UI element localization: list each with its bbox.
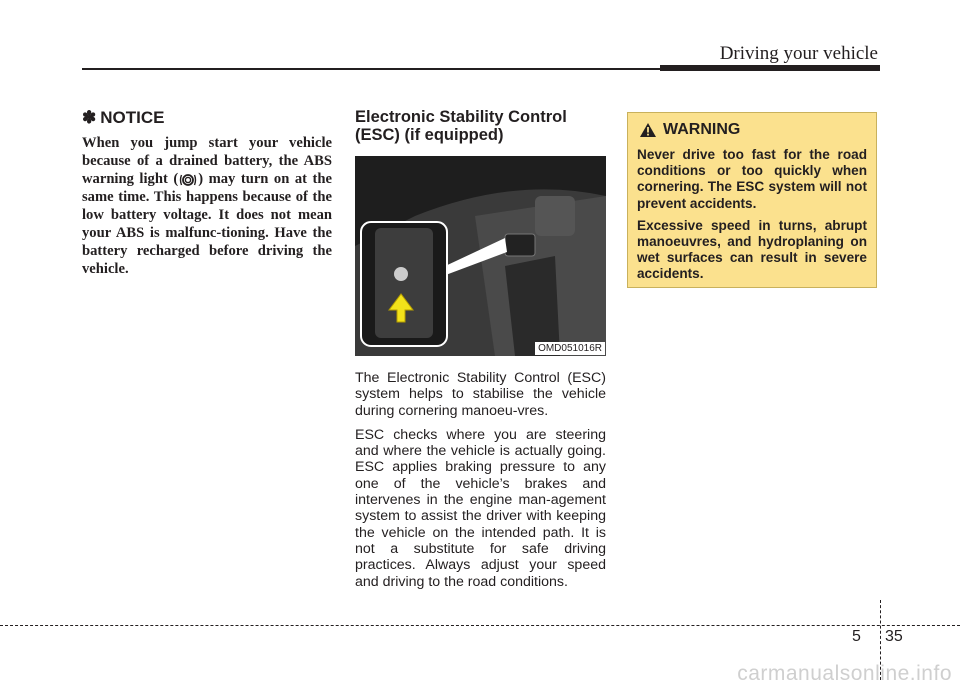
warning-triangle-icon	[639, 122, 657, 138]
page-number: 35	[885, 628, 903, 645]
esc-paragraph-1: The Electronic Stability Control (ESC) system helps to stabilise the vehicle during cornering manoeu-vres.	[355, 370, 606, 419]
esc-section	[355, 108, 606, 590]
warning-paragraph-1: Never drive too fast for the road conditions or too quickly when cornering. The ESC system will not prevent accidents.	[637, 147, 867, 211]
watermark: carmanualsonline.info	[737, 662, 952, 685]
notice-heading	[82, 108, 332, 128]
warning-paragraph-2: Excessive speed in turns, abrupt manoeuvres, and hydroplaning on wet surfaces can result in severe accidents.	[637, 217, 867, 282]
warning-heading	[637, 121, 867, 139]
page-header-title: Driving your vehicle	[719, 43, 878, 64]
notice-star-icon: ✽	[82, 108, 97, 127]
abs-warning-icon	[179, 173, 197, 187]
chapter-number: 5	[852, 628, 861, 645]
notice-text-end: ) may turn on at the same time. This happens because of the low battery voltage. It does not mean your ABS is malfunc-tioning. Have the battery recharged before driving the vehicle.	[82, 171, 332, 277]
dashboard-illustration	[355, 156, 606, 356]
notice-text-start: When you jump start your vehicle because of a drained battery, the ABS warning light (	[82, 135, 332, 187]
warning-box	[627, 112, 877, 288]
esc-button-photo	[355, 156, 606, 356]
notice-body	[82, 134, 332, 278]
footer-dashed-rule	[0, 625, 960, 626]
header-tab-bar	[660, 65, 880, 71]
notice-section	[82, 108, 332, 278]
esc-paragraph-2: ESC checks where you are steering and where the vehicle is actually going. ESC applies braking pressure to any one of the vehicle’s brakes and intervenes in the engine man-agement system to assist the driver with keeping the vehicle on the intended path. It is not a substitute for safe driving practices. Always adjust your speed and driving to the road conditions.	[355, 426, 606, 590]
warning-title: WARNING	[663, 121, 741, 138]
esc-heading: Electronic Stability Control (ESC) (if equipped)	[355, 108, 567, 144]
image-code-label: OMD051016R	[535, 342, 605, 355]
notice-title: NOTICE	[100, 108, 165, 127]
